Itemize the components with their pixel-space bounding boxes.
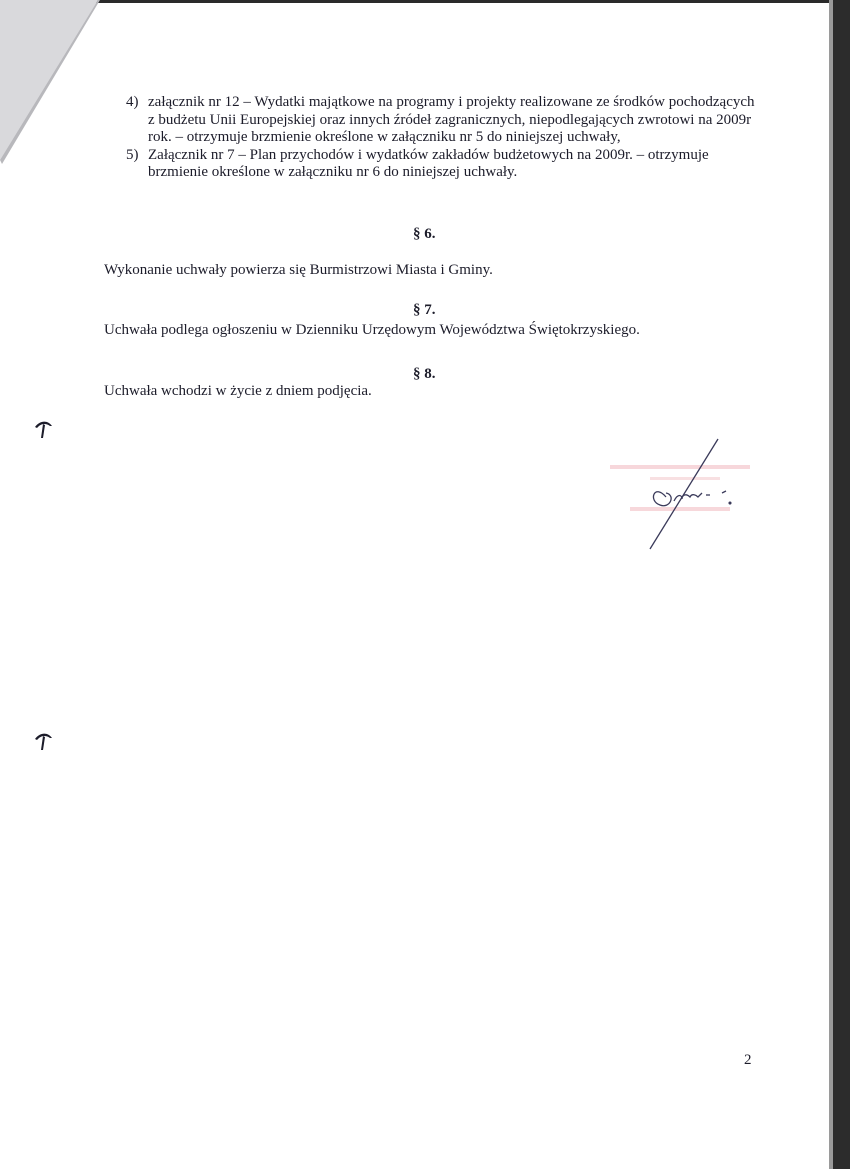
list-item <box>104 147 764 182</box>
section-heading-7: § 7. <box>413 302 436 318</box>
list-item-number: 5) <box>126 146 139 163</box>
list-item-number: 4) <box>126 94 139 110</box>
signature-scribble <box>650 439 731 549</box>
section-text-7: Uchwała podlega ogłoszeniu w Dzienniku Urzędowym Województwa Świętokrzyskiego. <box>104 322 640 338</box>
stamp-and-signature <box>610 435 760 555</box>
list-item-text: załącznik nr 12 – Wydatki majątkowe na programy i projekty realizowane ze środków pochodzących z budżetu Unii Europejskiej oraz innych źródeł zagranicznych, niepodlegających zwrotowi na 2009r rok. – otrzymuje brzmienie określone w załączniku nr 5 do niniejszej uchwały, <box>148 94 755 145</box>
section-text-6: Wykonanie uchwały powierza się Burmistrzowi Miasta i Gminy. <box>104 262 493 278</box>
section-heading-6: § 6. <box>413 226 436 242</box>
list-item <box>104 94 764 147</box>
section-heading-8: § 8. <box>413 366 436 382</box>
page-number: 2 <box>744 1052 752 1068</box>
punch-hole-mark <box>32 418 56 442</box>
list-item-text: Załącznik nr 7 – Plan przychodów i wydatków zakładów budżetowych na 2009r. – otrzymuje brzmienie określone w załączniku nr 6 do niniejszej uchwały. <box>148 146 709 180</box>
section-text-8: Uchwała wchodzi w życie z dniem podjęcia. <box>104 383 372 399</box>
amendment-list <box>104 94 764 182</box>
punch-hole-mark <box>32 730 56 754</box>
